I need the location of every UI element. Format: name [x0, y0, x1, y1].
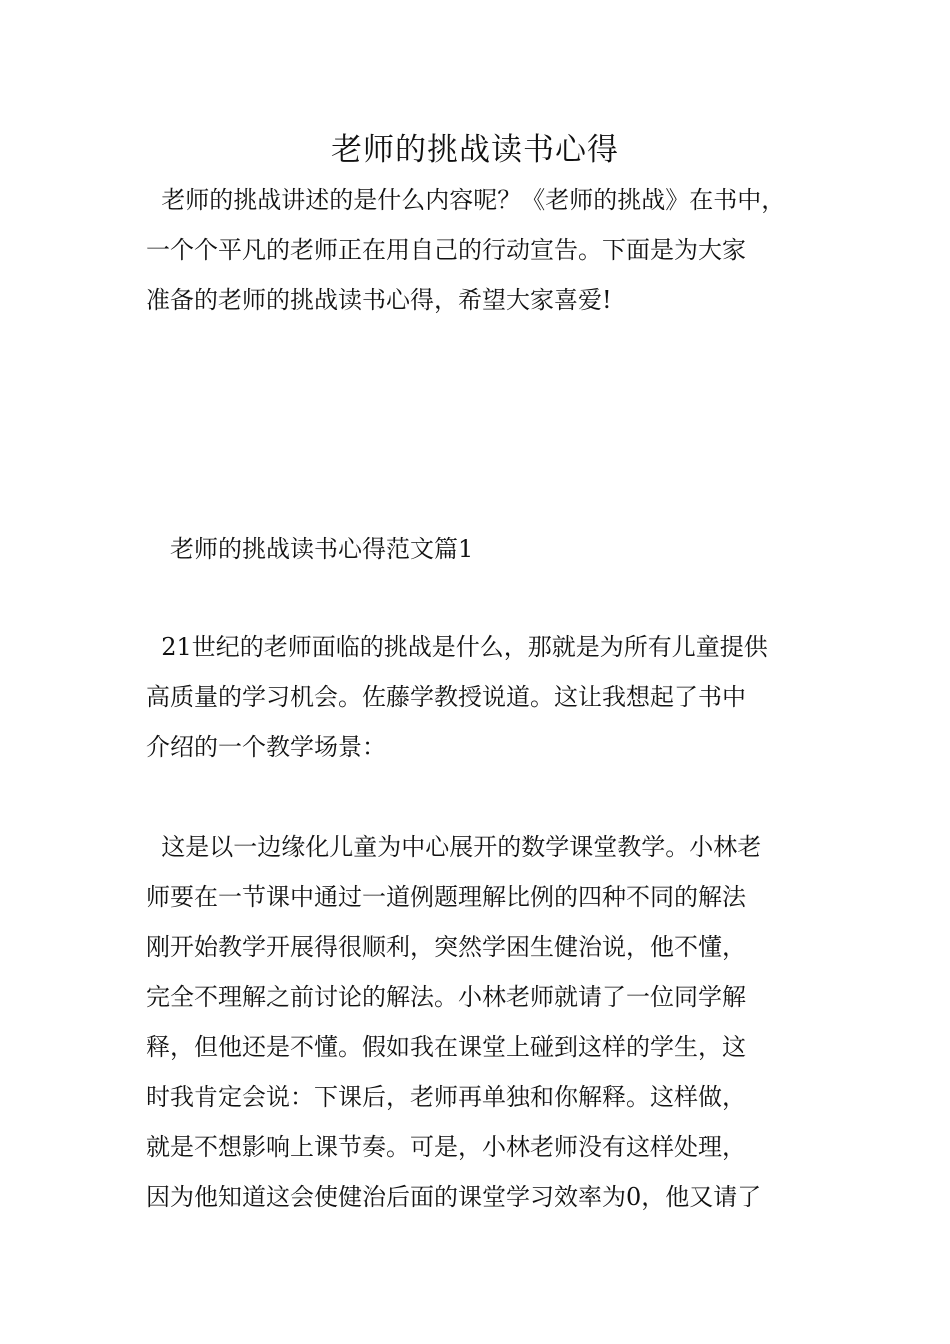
text-line: 师要在一节课中通过一道例题理解比例的四种不同的解法: [146, 883, 746, 911]
text-line: 就是不想影响上课节奏。可是，小林老师没有这样处理，: [146, 1133, 746, 1161]
document-title: 老师的挑战读书心得: [331, 132, 619, 168]
text-line: 21世纪的老师面临的挑战是什么，那就是为所有儿童提供: [146, 633, 768, 661]
body-paragraph-1: [146, 622, 818, 772]
text-line: 介绍的一个教学场景：: [146, 733, 386, 761]
text-line: 高质量的学习机会。佐藤学教授说道。这让我想起了书中: [146, 683, 746, 711]
text-line: 因为他知道这会使健治后面的课堂学习效率为0，他又请了: [146, 1183, 762, 1211]
text-line: 时我肯定会说：下课后，老师再单独和你解释。这样做，: [146, 1083, 746, 1111]
text-line: 老师的挑战讲述的是什么内容呢？《老师的挑战》在书中，: [146, 186, 786, 214]
text-line: 准备的老师的挑战读书心得，希望大家喜爱!: [146, 286, 612, 314]
intro-paragraph: [146, 175, 818, 325]
text-line: 完全不理解之前讨论的解法。小林老师就请了一位同学解: [146, 983, 746, 1011]
section-heading: 老师的挑战读书心得范文篇1: [170, 535, 474, 563]
text-line: 一个个平凡的老师正在用自己的行动宣告。下面是为大家: [146, 236, 746, 264]
text-line: 释，但他还是不懂。假如我在课堂上碰到这样的学生，这: [146, 1033, 746, 1061]
text-line: 这是以一边缘化儿童为中心展开的数学课堂教学。小林老: [146, 833, 762, 861]
text-line: 刚开始教学开展得很顺利，突然学困生健治说，他不懂，: [146, 933, 746, 961]
body-paragraph-2: [146, 822, 818, 1222]
